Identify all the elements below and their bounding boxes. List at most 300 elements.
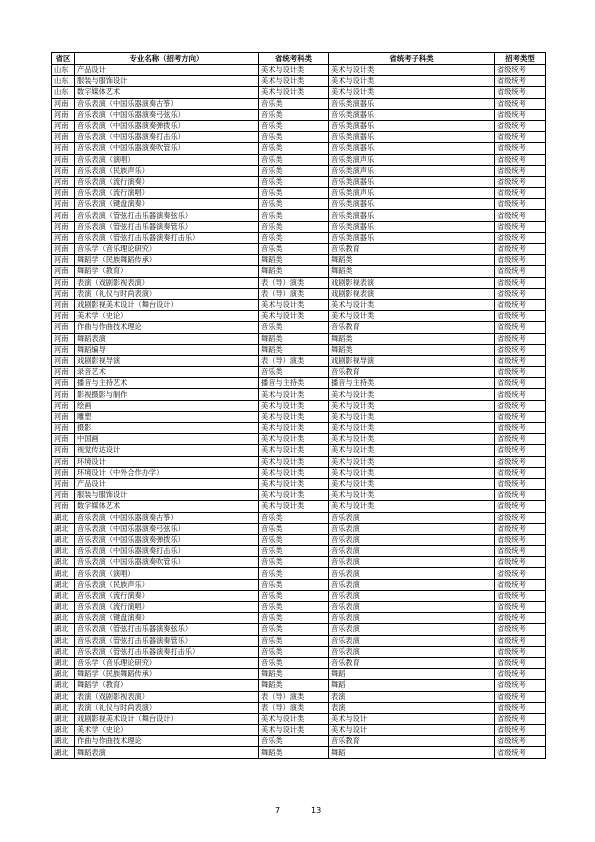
cell-province: 河南 [52, 411, 75, 422]
cell-admission-type: 省级统考 [495, 635, 546, 646]
cell-admission-type: 省级统考 [495, 199, 546, 210]
cell-exam-subcategory: 音乐类演器乐 [329, 109, 495, 120]
cell-major: 环境设计（中外合作办学） [75, 467, 259, 478]
cell-exam-category: 音乐类 [259, 635, 329, 646]
table-row [52, 423, 546, 434]
footer-page-number-left: 7 [275, 806, 281, 815]
table-row [52, 579, 546, 590]
cell-major: 音乐表演（中国乐器演奏古筝） [75, 98, 259, 109]
cell-exam-subcategory: 美术与设计类 [329, 478, 495, 489]
cell-admission-type: 省级统考 [495, 132, 546, 143]
cell-major: 舞蹈学（教育） [75, 266, 259, 277]
table-row [52, 76, 546, 87]
cell-admission-type: 省级统考 [495, 423, 546, 434]
cell-admission-type: 省级统考 [495, 367, 546, 378]
admissions-table [51, 52, 546, 759]
cell-admission-type: 省级统考 [495, 232, 546, 243]
cell-major: 中国画 [75, 434, 259, 445]
table-row [52, 635, 546, 646]
cell-major: 音乐表演（键盘演奏） [75, 613, 259, 624]
cell-province: 河南 [52, 210, 75, 221]
cell-admission-type: 省级统考 [495, 87, 546, 98]
table-row [52, 322, 546, 333]
cell-admission-type: 省级统考 [495, 400, 546, 411]
cell-major: 音乐学（音乐理论研究） [75, 657, 259, 668]
cell-major: 视觉传达设计 [75, 445, 259, 456]
cell-exam-category: 舞蹈类 [259, 266, 329, 277]
cell-admission-type: 省级统考 [495, 65, 546, 76]
cell-exam-category: 音乐类 [259, 546, 329, 557]
cell-major: 美术学（史论） [75, 725, 259, 736]
cell-province: 湖北 [52, 635, 75, 646]
cell-province: 河南 [52, 299, 75, 310]
cell-exam-category: 美术与设计类 [259, 389, 329, 400]
cell-exam-subcategory: 美术与设计类 [329, 65, 495, 76]
cell-major: 音乐表演（演唱） [75, 154, 259, 165]
cell-exam-subcategory: 音乐类演器乐 [329, 210, 495, 221]
cell-exam-category: 表（导）演类 [259, 691, 329, 702]
cell-major: 影视摄影与制作 [75, 389, 259, 400]
cell-admission-type: 省级统考 [495, 501, 546, 512]
cell-exam-category: 音乐类 [259, 646, 329, 657]
cell-major: 音乐表演（中国乐器演奏打击乐） [75, 546, 259, 557]
cell-major: 舞蹈学（教育） [75, 680, 259, 691]
cell-exam-category: 美术与设计类 [259, 87, 329, 98]
footer-page-number-right: 13 [311, 806, 322, 815]
cell-exam-category: 表（导）演类 [259, 288, 329, 299]
cell-exam-subcategory: 表演 [329, 702, 495, 713]
cell-exam-subcategory: 音乐表演 [329, 568, 495, 579]
cell-major: 产品设计 [75, 478, 259, 489]
cell-admission-type: 省级统考 [495, 333, 546, 344]
table-row [52, 624, 546, 635]
cell-province: 河南 [52, 188, 75, 199]
cell-exam-subcategory: 音乐类演器乐 [329, 199, 495, 210]
cell-exam-subcategory: 舞蹈类 [329, 266, 495, 277]
cell-exam-subcategory: 音乐教育 [329, 367, 495, 378]
cell-major: 播音与主持艺术 [75, 378, 259, 389]
cell-major: 音乐表演（管弦打击乐器演奏弦乐） [75, 624, 259, 635]
header-exam-subcategory: 省统考子科类 [329, 53, 495, 65]
cell-exam-subcategory: 美术与设计类 [329, 400, 495, 411]
cell-province: 山东 [52, 76, 75, 87]
cell-admission-type: 省级统考 [495, 546, 546, 557]
cell-province: 湖北 [52, 613, 75, 624]
table-row [52, 657, 546, 668]
document-table-container [51, 52, 545, 759]
cell-exam-subcategory: 舞蹈 [329, 669, 495, 680]
cell-admission-type: 省级统考 [495, 411, 546, 422]
cell-admission-type: 省级统考 [495, 244, 546, 255]
cell-admission-type: 省级统考 [495, 579, 546, 590]
cell-exam-category: 音乐类 [259, 109, 329, 120]
cell-exam-subcategory: 音乐表演 [329, 579, 495, 590]
cell-exam-category: 美术与设计类 [259, 411, 329, 422]
cell-major: 音乐表演（管弦打击乐器演奏打击乐） [75, 232, 259, 243]
cell-exam-category: 音乐类 [259, 657, 329, 668]
table-row [52, 65, 546, 76]
cell-admission-type: 省级统考 [495, 165, 546, 176]
cell-admission-type: 省级统考 [495, 747, 546, 758]
cell-exam-subcategory: 音乐类演器乐 [329, 120, 495, 131]
cell-major: 雕塑 [75, 411, 259, 422]
cell-province: 河南 [52, 132, 75, 143]
cell-exam-category: 音乐类 [259, 188, 329, 199]
table-row [52, 557, 546, 568]
cell-exam-subcategory: 音乐类演器乐 [329, 132, 495, 143]
cell-exam-category: 音乐类 [259, 176, 329, 187]
cell-exam-subcategory: 美术与设计类 [329, 423, 495, 434]
table-row [52, 702, 546, 713]
table-body [52, 65, 546, 759]
cell-province: 湖北 [52, 579, 75, 590]
cell-exam-subcategory: 音乐表演 [329, 557, 495, 568]
cell-major: 音乐表演（中国乐器演奏弓弦乐） [75, 109, 259, 120]
cell-province: 湖北 [52, 534, 75, 545]
cell-province: 河南 [52, 333, 75, 344]
cell-exam-subcategory: 美术与设计类 [329, 87, 495, 98]
cell-exam-category: 表（导）演类 [259, 702, 329, 713]
cell-admission-type: 省级统考 [495, 288, 546, 299]
table-row [52, 478, 546, 489]
table-row [52, 311, 546, 322]
cell-admission-type: 省级统考 [495, 389, 546, 400]
cell-admission-type: 省级统考 [495, 210, 546, 221]
table-row [52, 434, 546, 445]
cell-exam-category: 音乐类 [259, 568, 329, 579]
cell-exam-category: 美术与设计类 [259, 713, 329, 724]
cell-major: 环境设计 [75, 456, 259, 467]
cell-admission-type: 省级统考 [495, 255, 546, 266]
cell-exam-subcategory: 舞蹈 [329, 747, 495, 758]
cell-province: 河南 [52, 98, 75, 109]
table-row [52, 344, 546, 355]
cell-exam-category: 音乐类 [259, 210, 329, 221]
cell-admission-type: 省级统考 [495, 478, 546, 489]
table-row [52, 367, 546, 378]
cell-exam-category: 音乐类 [259, 221, 329, 232]
cell-exam-category: 音乐类 [259, 534, 329, 545]
cell-exam-subcategory: 舞蹈 [329, 680, 495, 691]
cell-exam-subcategory: 音乐类演器乐 [329, 221, 495, 232]
cell-major: 音乐表演（流行演唱） [75, 602, 259, 613]
cell-exam-category: 音乐类 [259, 579, 329, 590]
cell-major: 戏剧影视导演 [75, 355, 259, 366]
cell-province: 河南 [52, 389, 75, 400]
cell-exam-category: 美术与设计类 [259, 501, 329, 512]
cell-major: 表演（戏剧影视表演） [75, 691, 259, 702]
cell-major: 音乐表演（键盘演奏） [75, 199, 259, 210]
cell-major: 绘画 [75, 400, 259, 411]
cell-admission-type: 省级统考 [495, 624, 546, 635]
cell-exam-subcategory: 音乐表演 [329, 523, 495, 534]
cell-exam-subcategory: 音乐表演 [329, 590, 495, 601]
cell-exam-category: 舞蹈类 [259, 333, 329, 344]
cell-exam-subcategory: 音乐表演 [329, 624, 495, 635]
cell-province: 河南 [52, 344, 75, 355]
table-row [52, 299, 546, 310]
cell-major: 音乐表演（演唱） [75, 568, 259, 579]
cell-admission-type: 省级统考 [495, 669, 546, 680]
table-row [52, 132, 546, 143]
table-row [52, 120, 546, 131]
cell-province: 河南 [52, 221, 75, 232]
cell-province: 河南 [52, 176, 75, 187]
cell-major: 数字媒体艺术 [75, 87, 259, 98]
table-row [52, 244, 546, 255]
table-row [52, 646, 546, 657]
cell-exam-subcategory: 音乐表演 [329, 646, 495, 657]
cell-province: 湖北 [52, 523, 75, 534]
cell-admission-type: 省级统考 [495, 646, 546, 657]
cell-exam-subcategory: 美术与设计类 [329, 434, 495, 445]
table-row [52, 333, 546, 344]
table-row [52, 501, 546, 512]
cell-admission-type: 省级统考 [495, 523, 546, 534]
table-row [52, 546, 546, 557]
cell-province: 湖北 [52, 669, 75, 680]
cell-major: 戏剧影视美术设计（舞台设计） [75, 713, 259, 724]
cell-major: 表演（礼仪与时尚表演） [75, 702, 259, 713]
cell-exam-category: 音乐类 [259, 120, 329, 131]
table-row [52, 87, 546, 98]
table-row [52, 188, 546, 199]
table-row [52, 456, 546, 467]
table-row [52, 523, 546, 534]
cell-exam-category: 美术与设计类 [259, 311, 329, 322]
cell-province: 湖北 [52, 702, 75, 713]
cell-admission-type: 省级统考 [495, 277, 546, 288]
table-row [52, 355, 546, 366]
cell-exam-category: 音乐类 [259, 322, 329, 333]
cell-exam-subcategory: 美术与设计 [329, 713, 495, 724]
cell-exam-subcategory: 音乐教育 [329, 657, 495, 668]
cell-admission-type: 省级统考 [495, 120, 546, 131]
cell-province: 河南 [52, 490, 75, 501]
cell-province: 湖北 [52, 736, 75, 747]
cell-major: 表演（戏剧影视表演） [75, 277, 259, 288]
cell-admission-type: 省级统考 [495, 725, 546, 736]
table-row [52, 512, 546, 523]
cell-major: 舞蹈编导 [75, 344, 259, 355]
cell-major: 音乐表演（民族声乐） [75, 165, 259, 176]
cell-exam-category: 音乐类 [259, 736, 329, 747]
header-admission-type: 招考类型 [495, 53, 546, 65]
cell-exam-category: 音乐类 [259, 232, 329, 243]
cell-admission-type: 省级统考 [495, 713, 546, 724]
cell-exam-category: 美术与设计类 [259, 456, 329, 467]
header-province: 省区 [52, 53, 75, 65]
cell-exam-category: 美术与设计类 [259, 467, 329, 478]
table-row [52, 411, 546, 422]
cell-admission-type: 省级统考 [495, 266, 546, 277]
table-row [52, 534, 546, 545]
cell-province: 河南 [52, 378, 75, 389]
cell-province: 河南 [52, 501, 75, 512]
cell-exam-subcategory: 舞蹈类 [329, 255, 495, 266]
table-row [52, 98, 546, 109]
cell-exam-category: 音乐类 [259, 523, 329, 534]
cell-major: 产品设计 [75, 65, 259, 76]
cell-province: 河南 [52, 165, 75, 176]
cell-admission-type: 省级统考 [495, 590, 546, 601]
cell-province: 河南 [52, 199, 75, 210]
cell-province: 湖北 [52, 725, 75, 736]
cell-major: 音乐表演（管弦打击乐器演奏弦乐） [75, 210, 259, 221]
cell-province: 河南 [52, 445, 75, 456]
cell-admission-type: 省级统考 [495, 355, 546, 366]
cell-exam-category: 舞蹈类 [259, 747, 329, 758]
table-row [52, 467, 546, 478]
cell-province: 湖北 [52, 747, 75, 758]
cell-major: 服装与服饰设计 [75, 76, 259, 87]
table-row [52, 445, 546, 456]
cell-exam-subcategory: 美术与设计类 [329, 467, 495, 478]
cell-province: 湖北 [52, 546, 75, 557]
cell-major: 舞蹈学（民族舞蹈传承） [75, 669, 259, 680]
cell-major: 音乐表演（管弦打击乐器演奏管乐） [75, 221, 259, 232]
cell-admission-type: 省级统考 [495, 568, 546, 579]
cell-major: 音乐表演（中国乐器演奏吹管乐） [75, 143, 259, 154]
cell-province: 山东 [52, 65, 75, 76]
cell-exam-subcategory: 音乐类演器乐 [329, 232, 495, 243]
table-row [52, 590, 546, 601]
cell-admission-type: 省级统考 [495, 456, 546, 467]
cell-province: 河南 [52, 154, 75, 165]
cell-province: 河南 [52, 120, 75, 131]
cell-province: 河南 [52, 288, 75, 299]
table-row [52, 400, 546, 411]
cell-exam-category: 舞蹈类 [259, 669, 329, 680]
table-row [52, 680, 546, 691]
cell-exam-subcategory: 美术与设计类 [329, 456, 495, 467]
cell-province: 湖北 [52, 590, 75, 601]
table-row [52, 199, 546, 210]
cell-exam-category: 表（导）演类 [259, 355, 329, 366]
cell-exam-category: 舞蹈类 [259, 344, 329, 355]
table-row [52, 736, 546, 747]
cell-major: 音乐表演（管弦打击乐器演奏管乐） [75, 635, 259, 646]
cell-exam-subcategory: 美术与设计类 [329, 411, 495, 422]
cell-major: 音乐学（音乐理论研究） [75, 244, 259, 255]
cell-admission-type: 省级统考 [495, 613, 546, 624]
table-row [52, 277, 546, 288]
cell-province: 河南 [52, 355, 75, 366]
cell-major: 音乐表演（管弦打击乐器演奏打击乐） [75, 646, 259, 657]
cell-exam-subcategory: 戏剧影视导演 [329, 355, 495, 366]
cell-exam-category: 美术与设计类 [259, 434, 329, 445]
cell-exam-category: 美术与设计类 [259, 490, 329, 501]
cell-major: 美术学（史论） [75, 311, 259, 322]
cell-exam-category: 音乐类 [259, 132, 329, 143]
cell-major: 音乐表演（中国乐器演奏弹拨乐） [75, 534, 259, 545]
cell-major: 舞蹈表演 [75, 333, 259, 344]
cell-exam-category: 音乐类 [259, 512, 329, 523]
cell-exam-category: 音乐类 [259, 98, 329, 109]
cell-province: 河南 [52, 255, 75, 266]
cell-major: 音乐表演（中国乐器演奏打击乐） [75, 132, 259, 143]
cell-exam-subcategory: 戏剧影视表演 [329, 277, 495, 288]
cell-exam-subcategory: 美术与设计类 [329, 501, 495, 512]
cell-exam-subcategory: 音乐表演 [329, 602, 495, 613]
cell-exam-subcategory: 音乐表演 [329, 512, 495, 523]
cell-province: 河南 [52, 266, 75, 277]
table-row [52, 613, 546, 624]
table-row [52, 725, 546, 736]
cell-exam-subcategory: 音乐表演 [329, 534, 495, 545]
table-row [52, 490, 546, 501]
cell-province: 河南 [52, 244, 75, 255]
table-row [52, 165, 546, 176]
cell-major: 录音艺术 [75, 367, 259, 378]
cell-exam-subcategory: 音乐类演声乐 [329, 165, 495, 176]
cell-province: 河南 [52, 478, 75, 489]
cell-exam-category: 音乐类 [259, 602, 329, 613]
cell-admission-type: 省级统考 [495, 76, 546, 87]
cell-exam-subcategory: 美术与设计类 [329, 389, 495, 400]
cell-major: 音乐表演（流行演唱） [75, 188, 259, 199]
cell-admission-type: 省级统考 [495, 680, 546, 691]
cell-exam-category: 音乐类 [259, 367, 329, 378]
cell-exam-category: 音乐类 [259, 199, 329, 210]
table-row [52, 713, 546, 724]
cell-province: 河南 [52, 322, 75, 333]
cell-province: 河南 [52, 400, 75, 411]
cell-exam-category: 美术与设计类 [259, 76, 329, 87]
cell-exam-subcategory: 舞蹈类 [329, 344, 495, 355]
header-major: 专业名称（招考方向） [75, 53, 259, 65]
cell-major: 舞蹈表演 [75, 747, 259, 758]
cell-province: 河南 [52, 456, 75, 467]
cell-province: 河南 [52, 109, 75, 120]
cell-admission-type: 省级统考 [495, 490, 546, 501]
cell-province: 河南 [52, 467, 75, 478]
cell-major: 音乐表演（中国乐器演奏吹管乐） [75, 557, 259, 568]
cell-exam-category: 美术与设计类 [259, 478, 329, 489]
cell-admission-type: 省级统考 [495, 534, 546, 545]
cell-exam-subcategory: 音乐表演 [329, 635, 495, 646]
cell-admission-type: 省级统考 [495, 557, 546, 568]
cell-province: 湖北 [52, 691, 75, 702]
cell-major: 音乐表演（中国乐器演奏弹拨乐） [75, 120, 259, 131]
cell-admission-type: 省级统考 [495, 322, 546, 333]
cell-exam-category: 音乐类 [259, 154, 329, 165]
cell-admission-type: 省级统考 [495, 512, 546, 523]
table-header-row [52, 53, 546, 65]
cell-major: 音乐表演（流行演奏） [75, 176, 259, 187]
cell-admission-type: 省级统考 [495, 188, 546, 199]
cell-admission-type: 省级统考 [495, 434, 546, 445]
cell-province: 湖北 [52, 680, 75, 691]
table-row [52, 176, 546, 187]
cell-admission-type: 省级统考 [495, 176, 546, 187]
table-row [52, 389, 546, 400]
cell-major: 音乐表演（流行演奏） [75, 590, 259, 601]
cell-exam-subcategory: 音乐表演 [329, 546, 495, 557]
cell-exam-category: 美术与设计类 [259, 65, 329, 76]
cell-exam-subcategory: 音乐类演器乐 [329, 176, 495, 187]
table-row [52, 602, 546, 613]
cell-major: 作曲与作曲技术理论 [75, 322, 259, 333]
cell-major: 舞蹈学（民族舞蹈传承） [75, 255, 259, 266]
cell-province: 河南 [52, 143, 75, 154]
cell-exam-category: 播音与主持类 [259, 378, 329, 389]
cell-admission-type: 省级统考 [495, 736, 546, 747]
cell-exam-subcategory: 播音与主持类 [329, 378, 495, 389]
table-row [52, 143, 546, 154]
cell-exam-category: 音乐类 [259, 244, 329, 255]
cell-exam-category: 音乐类 [259, 557, 329, 568]
